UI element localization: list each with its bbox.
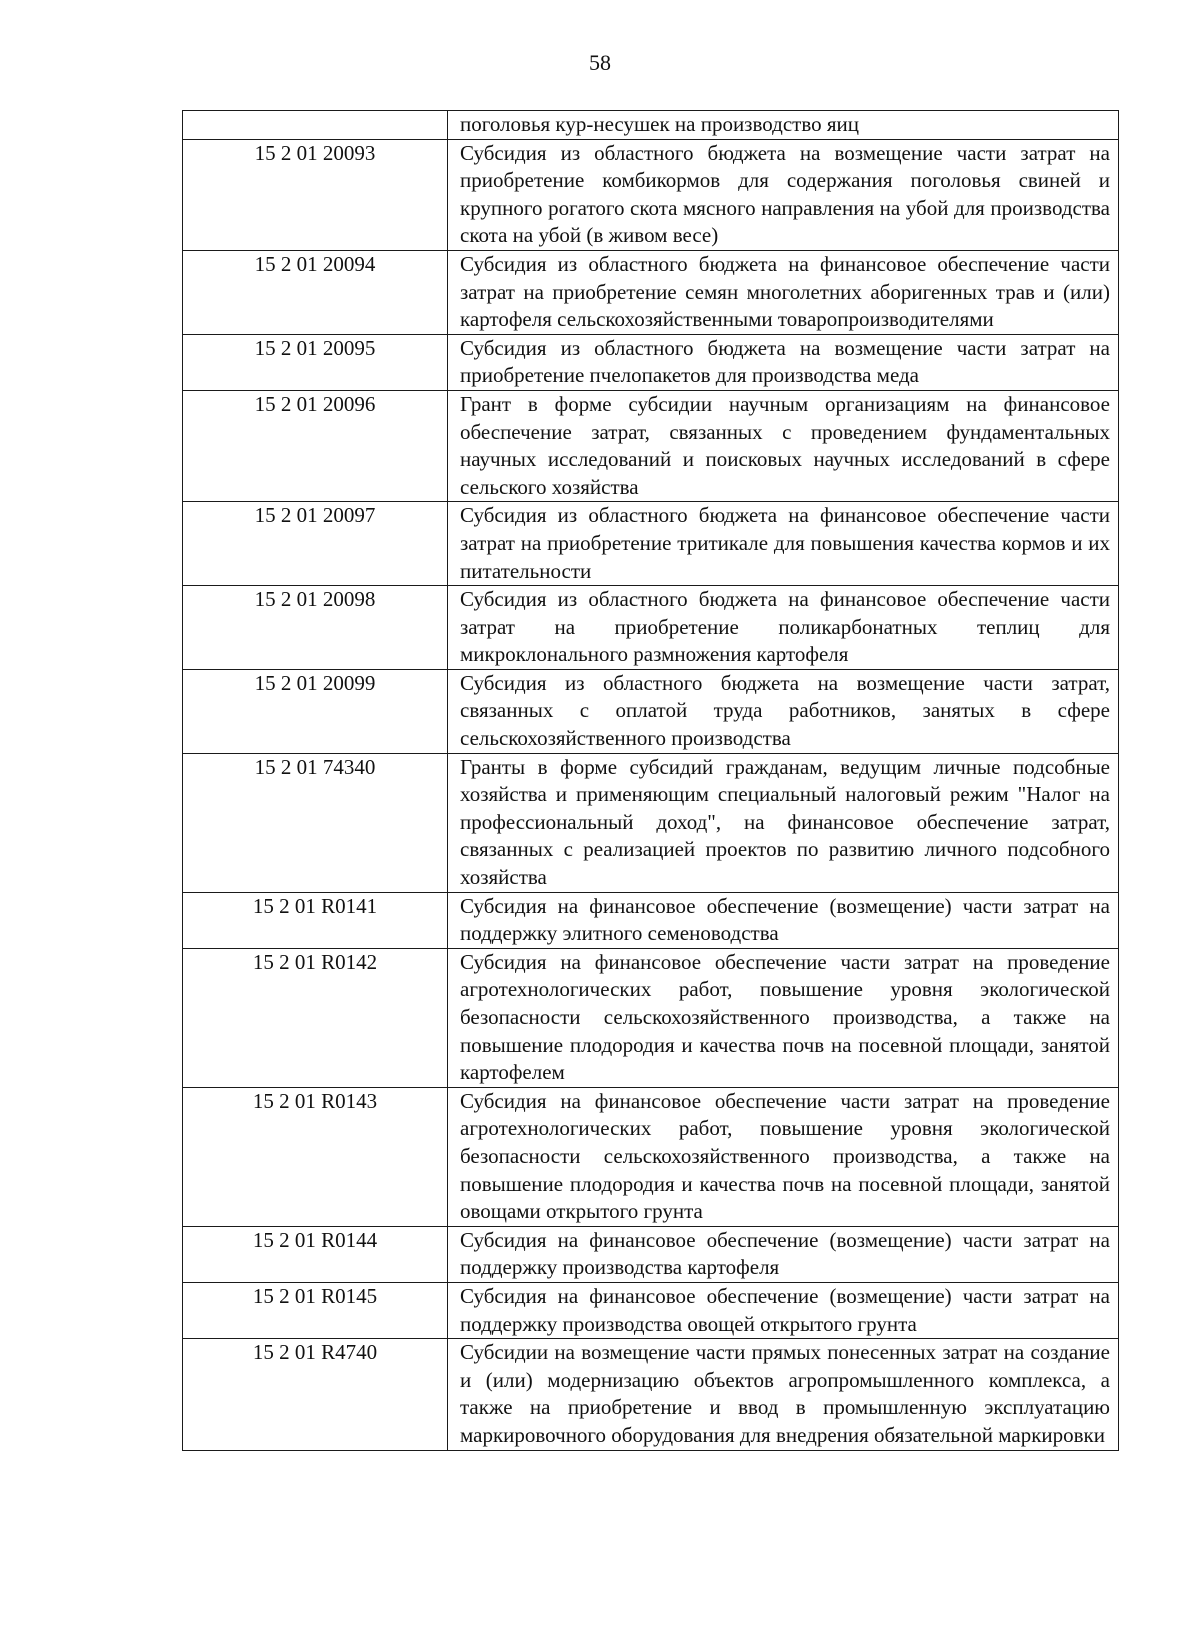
budget-description: Субсидия на финансовое обеспечение (возмещение) части затрат на поддержку производства картофеля [448,1226,1119,1282]
budget-code: 15 2 01 20095 [183,334,448,390]
budget-code: 15 2 01 20097 [183,502,448,586]
table-row [183,753,1119,892]
table-row [183,250,1119,334]
budget-code: 15 2 01 20096 [183,390,448,501]
budget-description: Субсидия на финансовое обеспечение части затрат на проведение агротехнологических работ, повышение уровня экологической безопасности сельскохозяйственного производства, а также на повышение плодородия и качества почв на посевной площади, занятой овощами открытого грунта [448,1087,1119,1226]
table-row [183,139,1119,250]
budget-code: 15 2 01 R0143 [183,1087,448,1226]
budget-description: Субсидия на финансовое обеспечение части затрат на проведение агротехнологических работ, повышение уровня экологической безопасности сельскохозяйственного производства, а также на повышение плодородия и качества почв на посевной площади, занятой картофелем [448,948,1119,1087]
budget-code-table [182,110,1119,1451]
budget-code: 15 2 01 R0141 [183,892,448,948]
budget-code: 15 2 01 20094 [183,250,448,334]
budget-description: Субсидия из областного бюджета на финансовое обеспечение части затрат на приобретение поликарбонатных теплиц для микроклонального размножения картофеля [448,586,1119,670]
table-row [183,1087,1119,1226]
budget-description: Субсидия из областного бюджета на возмещение части затрат на приобретение пчелопакетов для производства меда [448,334,1119,390]
table-row [183,669,1119,753]
budget-code: 15 2 01 20098 [183,586,448,670]
budget-description: Субсидия из областного бюджета на финансовое обеспечение части затрат на приобретение тритикале для повышения качества кормов и их питательности [448,502,1119,586]
budget-code: 15 2 01 R0144 [183,1226,448,1282]
table-row [183,948,1119,1087]
budget-description: Субсидии на возмещение части прямых понесенных затрат на создание и (или) модернизацию объектов агропромышленного комплекса, а также на приобретение и ввод в промышленную эксплуатацию маркировочного оборудования для внедрения обязательной маркировки [448,1339,1119,1450]
table-row [183,334,1119,390]
budget-description: Гранты в форме субсидий гражданам, ведущим личные подсобные хозяйства и применяющим специальный налоговый режим "Налог на профессиональный доход", на финансовое обеспечение затрат, связанных с реализацией проектов по развитию личного подсобного хозяйства [448,753,1119,892]
table-row [183,586,1119,670]
budget-code: 15 2 01 R0142 [183,948,448,1087]
budget-description: Субсидия на финансовое обеспечение (возмещение) части затрат на поддержку элитного семеноводства [448,892,1119,948]
budget-description: Субсидия на финансовое обеспечение (возмещение) части затрат на поддержку производства овощей открытого грунта [448,1282,1119,1338]
budget-description: Субсидия из областного бюджета на финансовое обеспечение части затрат на приобретение семян многолетних аборигенных трав и (или) картофеля сельскохозяйственными товаропроизводителями [448,250,1119,334]
budget-description: поголовья кур-несушек на производство яиц [448,111,1119,140]
table-row [183,390,1119,501]
budget-code [183,111,448,140]
table-row [183,1339,1119,1450]
table-row [183,502,1119,586]
budget-code: 15 2 01 R4740 [183,1339,448,1450]
page-number: 58 [589,50,611,75]
budget-description: Субсидия из областного бюджета на возмещение части затрат на приобретение комбикормов для содержания поголовья свиней и крупного рогатого скота мясного направления на убой для производства скота на убой (в живом весе) [448,139,1119,250]
budget-code: 15 2 01 74340 [183,753,448,892]
table-row [183,1282,1119,1338]
budget-description: Субсидия из областного бюджета на возмещение части затрат, связанных с оплатой труда работников, занятых в сфере сельскохозяйственного производства [448,669,1119,753]
budget-code: 15 2 01 R0145 [183,1282,448,1338]
table-row [183,892,1119,948]
budget-description: Грант в форме субсидии научным организациям на финансовое обеспечение затрат, связанных с проведением фундаментальных научных исследований и поисковых научных исследований в сфере сельского хозяйства [448,390,1119,501]
table-row [183,111,1119,140]
budget-code: 15 2 01 20093 [183,139,448,250]
table-row [183,1226,1119,1282]
budget-code: 15 2 01 20099 [183,669,448,753]
